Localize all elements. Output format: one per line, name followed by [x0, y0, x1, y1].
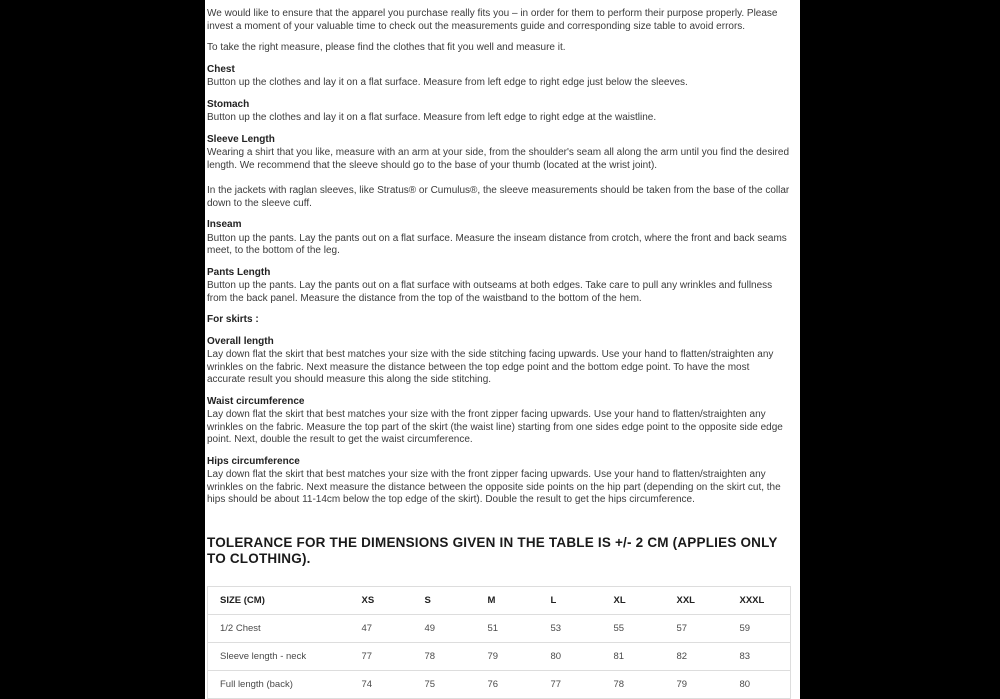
cell-value: 47 [350, 614, 413, 642]
cell-value: 53 [539, 614, 602, 642]
size-table-header-xxxl: XXXL [728, 586, 791, 614]
row-label: Sleeve length - neck [208, 642, 350, 670]
cell-value: 77 [539, 670, 602, 698]
cell-value: 79 [665, 670, 728, 698]
size-table-header-row [208, 586, 791, 614]
cell-value: 80 [539, 642, 602, 670]
cell-value: 49 [413, 614, 476, 642]
section-heading-stomach: Stomach [207, 98, 250, 110]
size-table-header-m: M [476, 586, 539, 614]
section-body-chest: Button up the clothes and lay it on a flat surface. Measure from left edge to right edge just below the sleeves. [207, 77, 688, 88]
row-label: Full length (back) [208, 670, 350, 698]
cell-value: 75 [413, 670, 476, 698]
size-table-header-xs: XS [350, 586, 413, 614]
cell-value: 55 [602, 614, 665, 642]
size-table-header-l: L [539, 586, 602, 614]
size-table-header-size-cm: SIZE (CM) [208, 586, 350, 614]
content-area [205, 0, 800, 699]
section-heading-pants-length: Pants Length [207, 266, 271, 278]
table-row-half-chest [208, 614, 791, 642]
section-stomach [207, 99, 790, 125]
section-extra-raglan-sleeves: In the jackets with raglan sleeves, like Stratus® or Cumulus®, the sleeve measurements should be taken from the base of the collar down to the sleeve cuff. [207, 185, 790, 209]
section-heading-overall-length: Overall length [207, 335, 274, 347]
size-table [207, 586, 791, 699]
section-body-overall-length: Lay down flat the skirt that best matches your size with the side stitching facing upwards. Use your hand to flatten/straighten any wrinkles on the fabric. Next measure the distance between the top edge point and the bottom edge point. To have the most accurate result you should measure this along the side stitching. [207, 349, 774, 385]
cell-value: 78 [602, 670, 665, 698]
section-sleeve-length [207, 134, 790, 211]
section-hips-circumference [207, 456, 790, 507]
section-body-sleeve-length: Wearing a shirt that you like, measure with an arm at your side, from the shoulder's seam all along the arm until you find the desired length. We recommend that the sleeve should go to the base of your thumb (located at the wrist joint). [207, 147, 790, 171]
section-heading-inseam: Inseam [207, 219, 242, 230]
table-row-full-length-back [208, 670, 791, 698]
cell-value: 59 [728, 614, 791, 642]
section-waist-circumference [207, 396, 790, 447]
section-chest [207, 64, 790, 90]
cell-value: 76 [476, 670, 539, 698]
section-for-skirts [207, 314, 790, 327]
section-body-waist-circumference: Lay down flat the skirt that best matches your size with the front zipper facing upwards. Use your hand to flatten/straighten any wrinkles on the fabric. Measure the top part of the skirt (the waist line) starting from one sides edge point to the opposite side edge point. Next, double the result to get the waist circumference. [207, 409, 783, 445]
intro-paragraph-1: We would like to ensure that the apparel you purchase really fits you – in order for them to perform their purpose properly. Please invest a moment of your valuable time to check out the measurements guide and corresponding size table to avoid errors. [207, 8, 778, 32]
section-body-inseam: Button up the pants. Lay the pants out on a flat surface. Measure the inseam distance from crotch, where the front and back seams meet, to the bottom of the leg. [207, 232, 787, 256]
cell-value: 80 [728, 670, 791, 698]
section-heading-sleeve-length: Sleeve Length [207, 133, 275, 145]
section-pants-length [207, 267, 790, 306]
section-overall-length [207, 336, 790, 387]
size-table-header-s: S [413, 586, 476, 614]
cell-value: 79 [476, 642, 539, 670]
section-body-pants-length: Button up the pants. Lay the pants out on a flat surface with outseams at both edges. Take care to pull any wrinkles and fullness from the back panel. Measure the distance from the top of the waistband to the bottom of the hem. [207, 280, 773, 304]
cell-value: 81 [602, 642, 665, 670]
section-heading-for-skirts: For skirts : [207, 314, 259, 325]
section-body-stomach: Button up the clothes and lay it on a flat surface. Measure from left edge to right edge at the waistline. [207, 112, 657, 123]
cell-value: 74 [350, 670, 413, 698]
row-label: 1/2 Chest [208, 614, 350, 642]
size-table-header-xl: XL [602, 586, 665, 614]
table-row-sleeve-length-neck [208, 642, 791, 670]
cell-value: 51 [476, 614, 539, 642]
tolerance-heading: TOLERANCE FOR THE DIMENSIONS GIVEN IN THE TABLE IS +/- 2 CM (APPLIES ONLY TO CLOTHING). [207, 534, 778, 566]
cell-value: 83 [728, 642, 791, 670]
cell-value: 78 [413, 642, 476, 670]
section-body-hips-circumference: Lay down flat the skirt that best matches your size with the front zipper facing upwards. Use your hand to flatten/straighten any wrinkles on the fabric. Next measure the distance between the opposite side points on the hip part (depending on the skirt cut, the hips should be about 11-14cm below the top edge of the skirt). Double the result to get the hips circumference. [207, 469, 781, 505]
size-table-header-xxl: XXL [665, 586, 728, 614]
cell-value: 82 [665, 642, 728, 670]
cell-value: 77 [350, 642, 413, 670]
section-heading-waist-circumference: Waist circumference [207, 395, 305, 407]
section-heading-hips-circumference: Hips circumference [207, 455, 300, 467]
section-inseam [207, 219, 790, 258]
cell-value: 57 [665, 614, 728, 642]
intro-paragraph-2: To take the right measure, please find the clothes that fit you well and measure it. [207, 42, 566, 53]
section-heading-chest: Chest [207, 63, 235, 75]
